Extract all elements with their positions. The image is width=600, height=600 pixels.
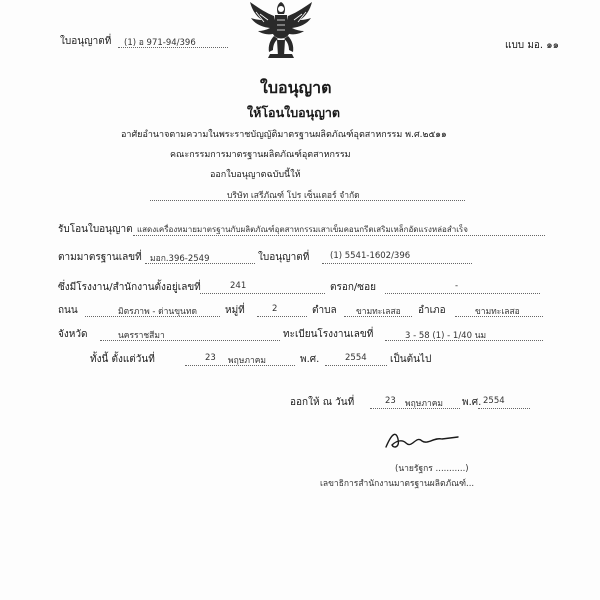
issued-day: 23 [385, 396, 396, 406]
effective-date-dotline [185, 365, 295, 366]
moo-value: 2 [272, 304, 278, 314]
transfer-label: รับโอนใบอนุญาต [58, 224, 133, 235]
authority-text: อาศัยอำนาจตามความในพระราชบัญญัติมาตรฐานผลิตภัณฑ์อุตสาหกรรม พ.ศ.๒๕๑๑ [121, 130, 447, 140]
alley-label: ตรอก/ซอย [330, 282, 376, 293]
garuda-emblem-icon [248, 0, 314, 60]
alley-value: - [455, 281, 459, 291]
factory-value: 241 [230, 281, 247, 291]
standard-license-dotline [322, 263, 472, 264]
license-number-dotline [118, 47, 228, 48]
issued-date-dotline [370, 408, 460, 409]
registration-value: 3 - 58 (1) - 1/40 นม [405, 331, 487, 341]
signer-name: (นายรัฐกร ...........) [395, 464, 469, 474]
province-label: จังหวัด [58, 329, 88, 340]
effective-year-dotline [325, 365, 387, 366]
standard-label: ตามมาตรฐานเลขที่ [58, 252, 142, 263]
license-number-label: ใบอนุญาตที่ [60, 36, 112, 47]
registration-dotline [385, 340, 543, 341]
company-name: บริษัท เสรีภัณฑ์ โปร เซ็นเตอร์ จำกัด [227, 191, 360, 201]
tambon-value: ขามทะเลสอ [356, 307, 401, 317]
effective-day: 23 [205, 353, 216, 363]
effective-label: ทั้งนี้ ตั้งแต่วันที่ [90, 354, 155, 365]
standard-value: มอก.396-2549 [150, 254, 210, 264]
standard-license-value: (1) 5541-1602/396 [330, 251, 411, 261]
issue-text: ออกใบอนุญาตฉบับนี้ให้ [210, 170, 301, 180]
alley-dotline [385, 293, 540, 294]
signer-position: เลขาธิการสำนักงานมาตรฐานผลิตภัณฑ์... [320, 479, 475, 489]
province-dotline [100, 340, 280, 341]
issued-month: พฤษภาคม [405, 399, 444, 409]
road-value: มิตรภาพ - ด่านขุนทด [118, 307, 197, 317]
transfer-dotline [133, 235, 545, 236]
factory-dotline [200, 293, 325, 294]
amphoe-dotline [455, 316, 543, 317]
effective-month: พฤษภาคม [228, 356, 267, 366]
standard-dotline [145, 263, 255, 264]
province-value: นครราชสีมา [118, 331, 165, 341]
issued-year-label: พ.ศ. [462, 397, 482, 408]
effective-year: 2554 [345, 353, 367, 363]
company-dotline [150, 200, 465, 201]
standard-license-label: ใบอนุญาตที่ [258, 252, 310, 263]
transfer-value: แสดงเครื่องหมายมาตรฐานกับผลิตภัณฑ์อุตสาหกรรมเสาเข็มคอนกรีตเสริมเหล็กอัดแรงหล่อสำเร็จ [137, 225, 468, 234]
issued-label: ออกให้ ณ วันที่ [290, 397, 355, 408]
amphoe-value: ขามทะเลสอ [475, 307, 520, 317]
effective-suffix: เป็นต้นไป [390, 354, 432, 365]
license-number-value: (1) อ 971-94/396 [124, 38, 196, 48]
registration-label: ทะเบียนโรงงานเลขที่ [283, 329, 374, 340]
committee-text: คณะกรรมการมาตรฐานผลิตภัณฑ์อุตสาหกรรม [170, 150, 351, 160]
document-subtitle: ให้โอนใบอนุญาต [247, 105, 340, 120]
factory-label: ซึ่งมีโรงงาน/สำนักงานตั้งอยู่เลขที่ [58, 282, 201, 293]
signature-mark [382, 425, 462, 455]
amphoe-label: อำเภอ [418, 305, 446, 316]
tambon-label: ตำบล [312, 305, 337, 316]
tambon-dotline [344, 316, 412, 317]
moo-dotline [257, 316, 307, 317]
form-code: แบบ มอ. ๑๑ [505, 40, 559, 51]
issued-year: 2554 [483, 396, 505, 406]
road-label: ถนน [58, 305, 78, 316]
issued-year-dotline [478, 408, 530, 409]
road-dotline [85, 316, 220, 317]
moo-label: หมู่ที่ [225, 305, 245, 316]
effective-year-label: พ.ศ. [300, 354, 320, 365]
document-title: ใบอนุญาต [260, 78, 332, 97]
